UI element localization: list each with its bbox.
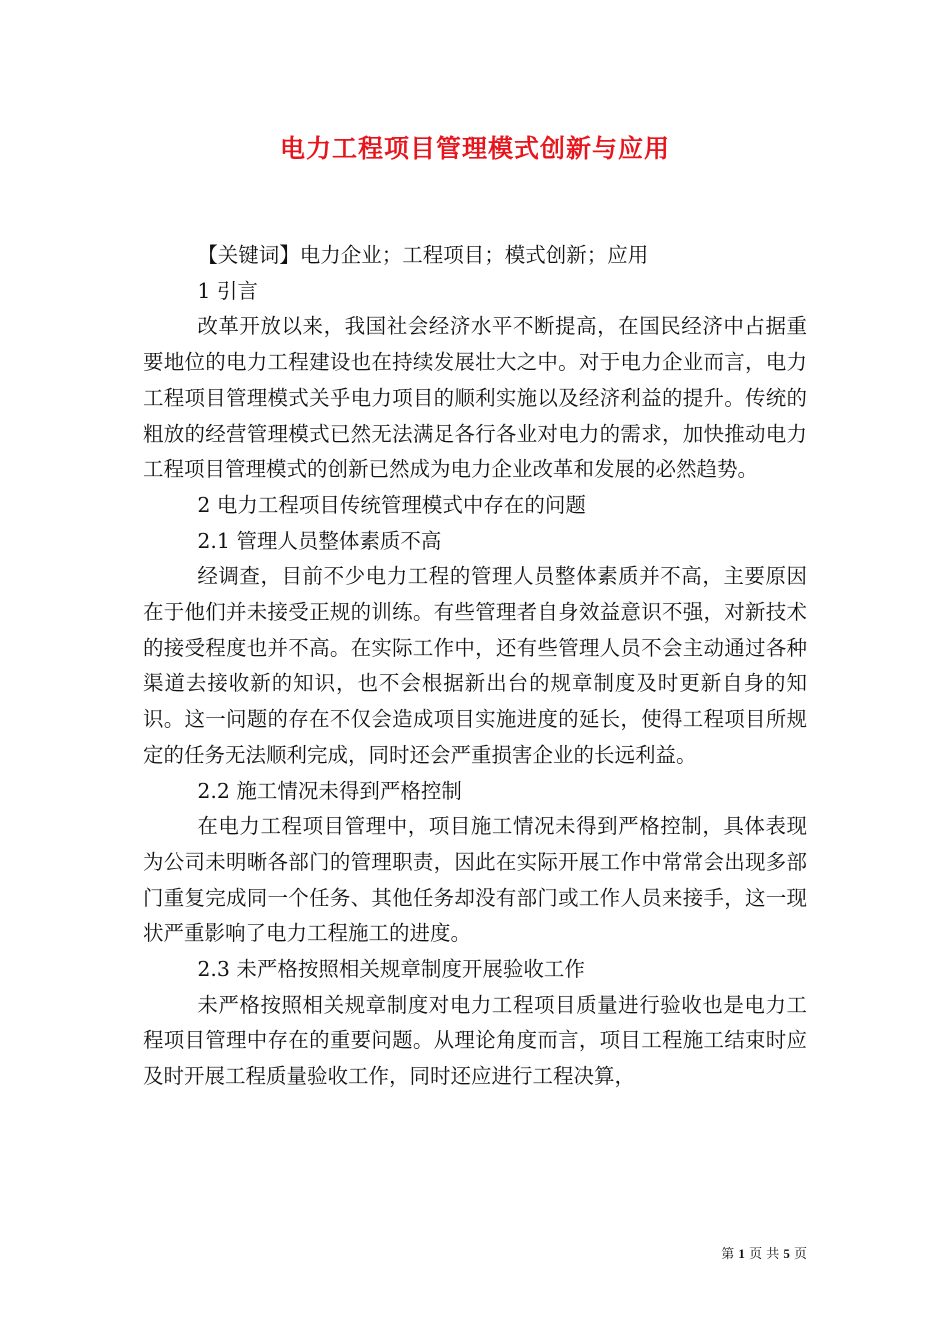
body-paragraph: 改革开放以来，我国社会经济水平不断提高，在国民经济中占据重要地位的电力工程建设也在持续发展壮大之中。对于电力企业而言，电力工程项目管理模式关乎电力项目的顺利实施以及经济利益的提升。传统的粗放的经营管理模式已然无法满足各行各业对电力的需求，加快推动电力工程项目管理模式的创新已然成为电力企业改革和发展的必然趋势。 <box>143 314 807 482</box>
subsection-heading: 2.3 未严格按照相关规章制度开展验收工作 <box>197 957 585 982</box>
subsection-heading: 2.1 管理人员整体素质不高 <box>197 528 442 553</box>
section-heading-problems: 2 电力工程项目传统管理模式中存在的问题 <box>197 492 586 517</box>
document-title: 电力工程项目管理模式创新与应用 <box>279 134 670 163</box>
body-paragraph: 未严格按照相关规章制度对电力工程项目质量进行验收也是电力工程项目管理中存在的重要问题。从理论角度而言，项目工程施工结束时应及时开展工程质量验收工作，同时还应进行工程决算， <box>143 992 807 1089</box>
document-body <box>143 238 807 1095</box>
footer-suffix: 页 <box>793 1247 807 1262</box>
footer-prefix: 第 <box>721 1247 735 1262</box>
subsection-heading: 2.2 施工情况未得到严格控制 <box>197 778 462 803</box>
current-page-number: 1 <box>738 1246 745 1261</box>
body-paragraph: 在电力工程项目管理中，项目施工情况未得到严格控制，具体表现为公司未明晰各部门的管理职责，因此在实际开展工作中常常会出现多部门重复完成同一个任务、其他任务却没有部门或工作人员来接手，这一现状严重影响了电力工程施工的进度。 <box>143 814 807 946</box>
keywords-paragraph: 【关键词】电力企业；工程项目；模式创新；应用 <box>197 243 649 267</box>
total-pages-number: 5 <box>783 1246 790 1261</box>
section-heading-intro: 1 引言 <box>197 278 258 303</box>
page-footer <box>721 1245 807 1264</box>
body-paragraph: 经调查，目前不少电力工程的管理人员整体素质并不高，主要原因在于他们并未接受正规的训练。有些管理者自身效益意识不强，对新技术的接受程度也并不高。在实际工作中，还有些管理人员不会主动通过各种渠道去接收新的知识，也不会根据新出台的规章制度及时更新自身的知识。这一问题的存在不仅会造成项目实施进度的延长，使得工程项目所规定的任务无法顺利完成，同时还会严重损害企业的长远利益。 <box>143 564 807 767</box>
footer-middle: 页 共 <box>749 1247 780 1262</box>
